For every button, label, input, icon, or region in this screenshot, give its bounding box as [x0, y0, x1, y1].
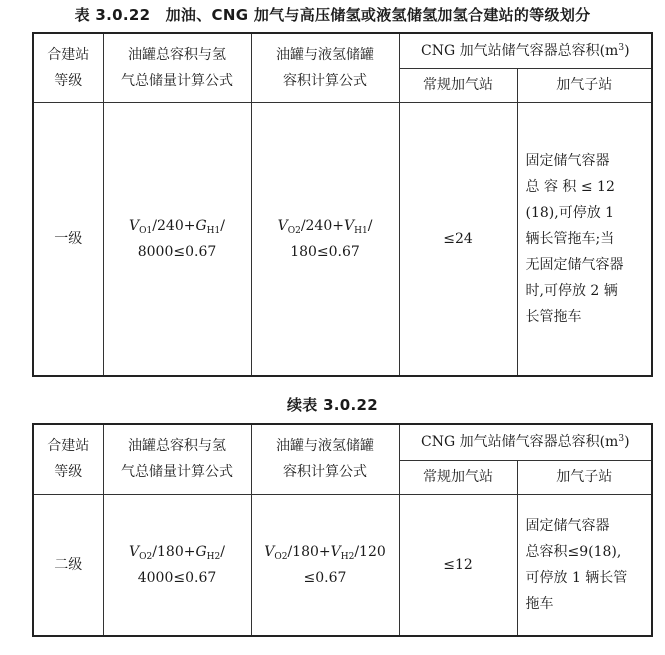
- formula-line-1: [258, 539, 393, 565]
- header-cng-regular: 常规加气站: [399, 68, 517, 102]
- var-v: V: [129, 217, 140, 234]
- subscript: O2: [139, 551, 153, 562]
- header-text: 等级: [54, 464, 83, 481]
- table-1: [32, 32, 653, 377]
- substation-line: 无固定储气容器: [525, 256, 624, 273]
- header-cng-regular: 常规加气站: [399, 460, 517, 494]
- table-2: [32, 423, 653, 637]
- header-text: 合建站: [47, 46, 90, 63]
- cell-grade: 一级: [33, 102, 103, 376]
- header-text: 气总储量计算公式: [121, 72, 233, 89]
- header-text: ): [624, 434, 630, 451]
- var-v: V: [277, 217, 288, 234]
- header-text: ): [624, 42, 630, 59]
- header-cng-volume: [399, 424, 652, 460]
- formula-line-2: ≤0.67: [303, 569, 347, 586]
- var-v: V: [343, 217, 355, 234]
- formula-text: /180+: [152, 543, 196, 560]
- header-text: 容积计算公式: [283, 464, 367, 481]
- header-text: CNG 加气站储气容器总容积(m: [420, 434, 619, 451]
- header-text: CNG 加气站储气容器总容积(m: [420, 42, 619, 59]
- subscript: H2: [206, 551, 221, 562]
- substation-line: 总容积≤9(18),: [525, 543, 622, 560]
- header-cng-volume: [399, 33, 652, 68]
- formula-line-1: [110, 213, 245, 239]
- formula-text: /240+: [300, 217, 344, 234]
- subscript: H1: [206, 225, 221, 236]
- cell-grade: 二级: [33, 494, 103, 636]
- cell-regular-station: ≤12: [399, 494, 517, 636]
- formula-text: /: [220, 217, 225, 234]
- formula-text: /240+: [152, 217, 196, 234]
- header-text: 等级: [54, 72, 83, 89]
- header-superscript: 3: [618, 434, 625, 445]
- header-text: 油罐与液氢储罐: [276, 46, 374, 63]
- subscript: H1: [354, 225, 368, 236]
- cell-substation: [517, 102, 652, 376]
- var-g: G: [195, 543, 207, 560]
- cell-liquid-hydrogen-formula: [251, 102, 399, 376]
- var-v: V: [330, 543, 341, 560]
- var-v: V: [129, 543, 140, 560]
- header-liquid-hydrogen-formula: [251, 424, 399, 494]
- header-oil-hydrogen-formula: [103, 424, 251, 494]
- formula-line-2: 4000≤0.67: [137, 569, 217, 586]
- formula-text: /: [220, 543, 225, 560]
- formula-text: /120: [354, 543, 386, 560]
- cell-regular-station: ≤24: [399, 102, 517, 376]
- header-station-grade: [33, 33, 103, 102]
- var-v: V: [264, 543, 275, 560]
- header-text: 油罐与液氢储罐: [276, 438, 374, 455]
- formula-text: /180+: [287, 543, 331, 560]
- substation-line: (18),可停放 1: [525, 204, 615, 221]
- formula-line-1: [110, 539, 245, 565]
- cell-substation: [517, 494, 652, 636]
- header-text: 容积计算公式: [283, 72, 367, 89]
- subscript: O1: [139, 225, 153, 236]
- header-text: 油罐总容积与氢: [128, 438, 226, 455]
- subscript: H2: [340, 551, 355, 562]
- header-superscript: 3: [618, 42, 625, 53]
- header-station-grade: [33, 424, 103, 494]
- header-cng-substation: 加气子站: [517, 460, 652, 494]
- substation-line: 辆长管拖车;当: [525, 230, 615, 247]
- substation-line: 可停放 1 辆长管: [525, 569, 628, 586]
- subscript: O2: [287, 225, 301, 236]
- formula-line-1: [258, 213, 393, 239]
- substation-line: 长管拖车: [525, 308, 582, 325]
- formula-text: /: [367, 217, 373, 234]
- formula-line-2: 180≤0.67: [290, 243, 360, 260]
- cell-liquid-hydrogen-formula: [251, 494, 399, 636]
- substation-line: 时,可停放 2 辆: [525, 282, 618, 299]
- substation-line: 总 容 积 ≤ 12: [525, 178, 615, 195]
- table-1-title: 表 3.0.22 加油、CNG 加气与高压储氢或液氢储氢加氢合建站的等级划分: [74, 6, 591, 24]
- table-2-title: 续表 3.0.22: [286, 396, 379, 414]
- header-text: 合建站: [47, 438, 90, 455]
- substation-line: 固定储气容器: [525, 517, 610, 534]
- substation-line: 固定储气容器: [525, 152, 610, 169]
- formula-line-2: 8000≤0.67: [137, 243, 217, 260]
- header-liquid-hydrogen-formula: [251, 33, 399, 102]
- substation-line: 拖车: [525, 595, 554, 612]
- var-g: G: [195, 217, 207, 234]
- header-cng-substation: 加气子站: [517, 68, 652, 102]
- header-oil-hydrogen-formula: [103, 33, 251, 102]
- header-text: 气总储量计算公式: [121, 464, 233, 481]
- header-text: 油罐总容积与氢: [128, 46, 226, 63]
- subscript: O2: [274, 551, 288, 562]
- cell-oil-hydrogen-formula: [103, 494, 251, 636]
- cell-oil-hydrogen-formula: [103, 102, 251, 376]
